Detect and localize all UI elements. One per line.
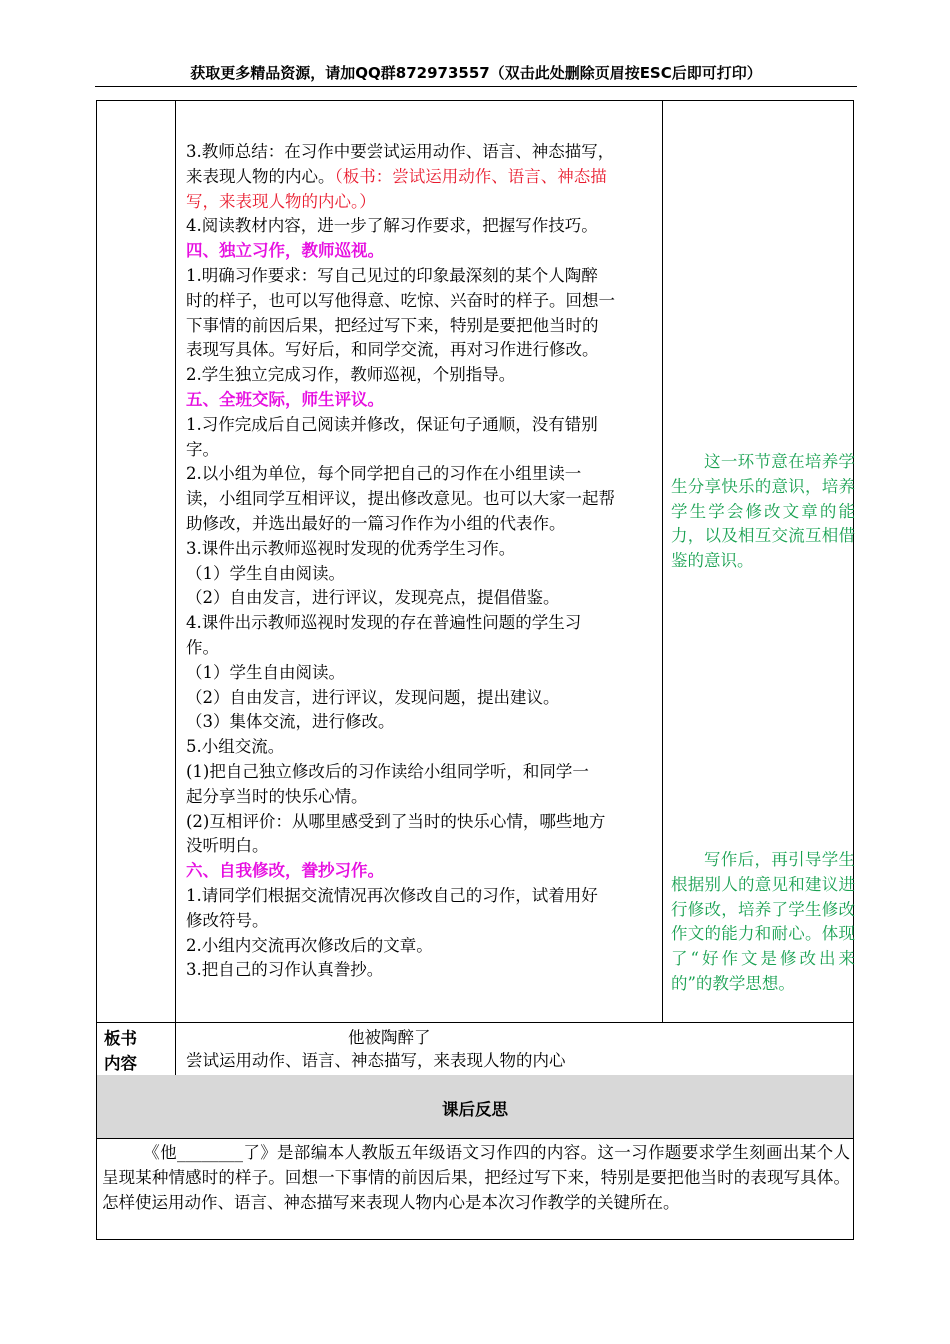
process-line-text: 起分享当时的快乐心情。 xyxy=(186,786,368,806)
process-line-text: 1.习作完成后自己阅读并修改，保证句子通顺，没有错别 xyxy=(186,414,598,434)
process-line-text: 1.请同学们根据交流情况再次修改自己的习作，试着用好 xyxy=(186,885,598,905)
process-line xyxy=(186,586,662,611)
process-line-text: 六、自我修改，誊抄习作。 xyxy=(186,861,384,881)
design-note-2-text: 写作后，再引导学生根据别人的意见和建议进行修改，培养了学生修改作文的能力和耐心。体现了“好作文是修改出来的”的教学思想。 xyxy=(671,850,855,993)
process-line xyxy=(186,289,662,314)
process-line-text: 3.教师总结：在习作中要尝试运用动作、语言、神态描写， xyxy=(186,142,615,161)
process-line-text: 3.把自己的习作认真誊抄。 xyxy=(186,960,384,980)
board-label-line1: 板书 xyxy=(104,1029,137,1048)
header-rule xyxy=(95,86,857,87)
process-line-text: 写，来表现人物的内心。） xyxy=(186,191,376,211)
process-line xyxy=(186,710,662,735)
process-line xyxy=(186,239,662,264)
board-line: 尝试运用动作、语言、神态描写，来表现人物的内心 xyxy=(186,1051,566,1070)
process-line xyxy=(186,462,662,487)
process-line-text: 4.阅读教材内容，进一步了解习作要求，把握写作技巧。 xyxy=(186,216,598,236)
process-line xyxy=(186,314,662,339)
process-line xyxy=(186,190,662,215)
process-line-text: 1.明确习作要求：写自己见过的印象最深刻的某个人陶醉 xyxy=(186,265,598,285)
process-line xyxy=(186,165,662,190)
process-line xyxy=(186,338,662,363)
process-line xyxy=(186,686,662,711)
process-line-text: 2.小组内交流再次修改后的文章。 xyxy=(186,935,433,955)
process-line-text: 2.以小组为单位，每个同学把自己的习作在小组里读一 xyxy=(186,464,582,484)
process-line-text: 读，小组同学互相评议，提出修改意见。也可以大家一起帮 xyxy=(186,489,615,509)
process-line-text: 下事情的前因后果，把经过写下来，特别是要把他当时的 xyxy=(186,315,599,335)
process-line-tail: （板书：尝试运用动作、语言、神态描 xyxy=(334,166,607,186)
process-line-text: (1)把自己独立修改后的习作读给小组同学听，和同学一 xyxy=(186,761,589,781)
process-line-text: 来表现人物的内心。 xyxy=(186,166,335,186)
process-line-text: 2.学生独立完成习作，教师巡视，个别指导。 xyxy=(186,365,516,385)
process-line xyxy=(186,909,662,934)
process-line-text: 5.小组交流。 xyxy=(186,737,285,757)
process-line xyxy=(186,661,662,686)
design-note-2 xyxy=(671,848,855,997)
process-line-text: 表现写具体。写好后，和同学交流，再对习作进行修改。 xyxy=(186,340,599,360)
reflection-body: 《他________了》是部编本人教版五年级语文习作四的内容。这一习作题要求学生刻画出某个人呈现某种情感时的样子。回想一下事情的前因后果，把经过写下来，特别是要把他当时的表现写具体。怎样使运用动作、语言、神态描写来表现人物内心是本次习作教学的关键所在。 xyxy=(102,1143,850,1212)
process-line xyxy=(186,512,662,537)
process-line xyxy=(186,834,662,859)
process-line xyxy=(186,735,662,760)
process-line xyxy=(186,413,662,438)
process-line-text: 助修改，并选出最好的一篇习作作为小组的代表作。 xyxy=(186,513,566,533)
process-line-text: 没听明白。 xyxy=(186,836,269,856)
board-title: 他被陶醉了 xyxy=(348,1028,431,1047)
process-line-text: 修改符号。 xyxy=(186,910,269,930)
process-line-text: (2)互相评价：从哪里感受到了当时的快乐心情，哪些地方 xyxy=(186,811,606,831)
process-line xyxy=(186,934,662,959)
process-line xyxy=(186,537,662,562)
process-line-text: （2）自由发言，进行评议，发现问题，提出建议。 xyxy=(186,687,560,707)
process-line-text: （1）学生自由阅读。 xyxy=(186,563,345,583)
column-divider-left xyxy=(175,100,176,1075)
process-line xyxy=(186,487,662,512)
process-line xyxy=(186,363,662,388)
process-line-text: 五、全班交际，师生评议。 xyxy=(186,389,384,409)
process-line xyxy=(186,140,662,165)
row-divider-board xyxy=(96,1022,854,1023)
process-line-text: 作。 xyxy=(186,637,219,657)
design-note-1-text: 这一环节意在培养学生分享快乐的意识，培养学生学会修改文章的能力，以及相互交流互相借鉴的意识。 xyxy=(671,452,855,571)
process-line-text: 字。 xyxy=(186,439,219,459)
process-line xyxy=(186,388,662,413)
process-line xyxy=(186,438,662,463)
process-line-text: 4.课件出示教师巡视时发现的存在普遍性问题的学生习 xyxy=(186,613,582,633)
process-line xyxy=(186,785,662,810)
process-line xyxy=(186,760,662,785)
process-line xyxy=(186,958,662,983)
process-line xyxy=(186,611,662,636)
process-line xyxy=(186,884,662,909)
page-header: 获取更多精品资源，请加QQ群872973557（双击此处删除页眉按ESC后即可打印） xyxy=(190,64,762,82)
row-divider-reflection-body xyxy=(96,1138,854,1139)
column-divider-right xyxy=(662,100,663,1022)
board-label xyxy=(104,1026,137,1076)
process-line xyxy=(186,859,662,884)
design-note-1 xyxy=(671,450,855,574)
process-line xyxy=(186,264,662,289)
teaching-process xyxy=(186,140,662,983)
process-line xyxy=(186,810,662,835)
process-line-text: （1）学生自由阅读。 xyxy=(186,662,345,682)
process-line-text: （3）集体交流，进行修改。 xyxy=(186,712,395,732)
reflection-title: 课后反思 xyxy=(442,1100,508,1119)
process-line xyxy=(186,636,662,661)
process-line xyxy=(186,562,662,587)
process-line-text: 时的样子，也可以写他得意、吃惊、兴奋时的样子。回想一 xyxy=(186,290,615,310)
process-line xyxy=(186,214,662,239)
process-line-text: （2）自由发言，进行评议，发现亮点，提倡借鉴。 xyxy=(186,588,560,608)
process-line-text: 3.课件出示教师巡视时发现的优秀学生习作。 xyxy=(186,538,516,558)
board-label-line2: 内容 xyxy=(104,1054,137,1073)
process-line-text: 四、独立习作，教师巡视。 xyxy=(186,241,384,261)
